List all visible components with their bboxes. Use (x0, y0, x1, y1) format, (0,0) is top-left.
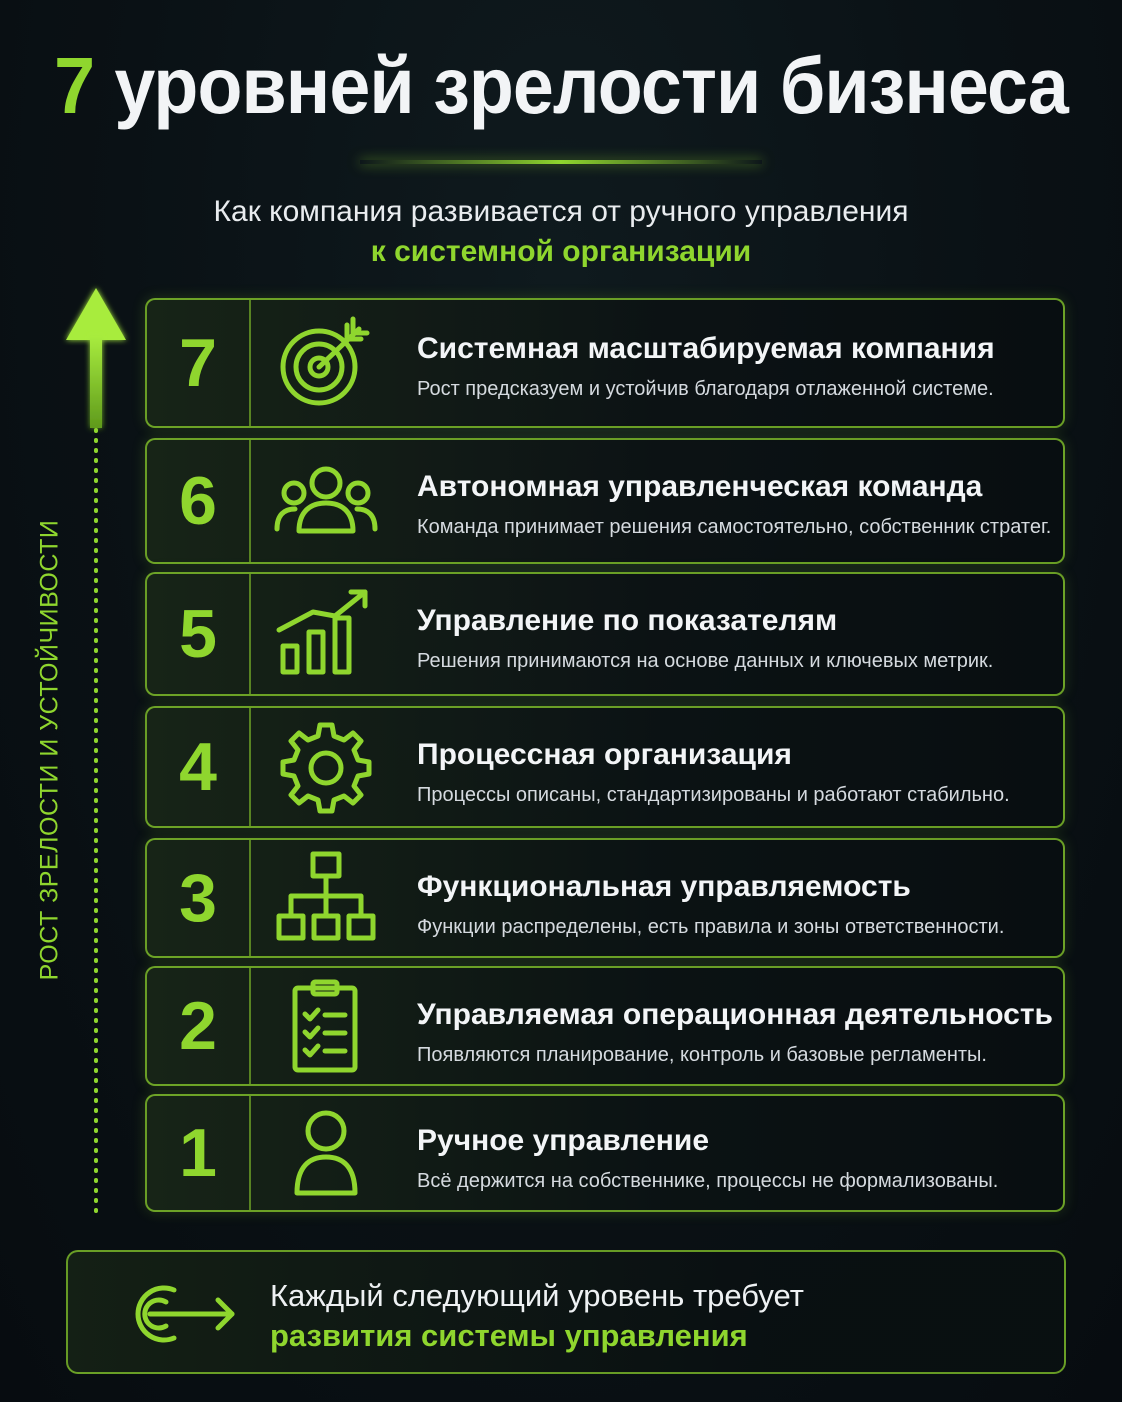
subtitle-line1: Как компания развивается от ручного управления (213, 195, 909, 228)
page-title (45, 38, 1077, 134)
level-number: 1 (147, 1096, 251, 1210)
title-text: уровней зрелости бизнеса (114, 41, 1068, 130)
target-icon (273, 315, 379, 411)
level-description: Рост предсказуем и устойчив благодаря отлаженной системе. (417, 378, 994, 400)
level-number: 3 (147, 840, 251, 956)
level-description: Команда принимает решения самостоятельно, собственник стратег. (417, 516, 1052, 538)
level-title: Управляемая операционная деятельность (417, 998, 1053, 1031)
level-card-2 (145, 966, 1065, 1086)
level-description: Решения принимаются на основе данных и ключевых метрик. (417, 650, 994, 672)
level-description: Появляются планирование, контроль и базовые регламенты. (417, 1044, 987, 1066)
subtitle-line2: к системной организации (370, 235, 752, 268)
level-title: Системная масштабируемая компания (417, 332, 995, 365)
level-description: Процессы описаны, стандартизированы и работают стабильно. (417, 784, 1010, 806)
clipboard-checklist-icon (273, 978, 379, 1074)
level-number: 5 (147, 574, 251, 694)
title-divider (360, 160, 762, 164)
level-card-4 (145, 706, 1065, 828)
level-card-7 (145, 298, 1065, 428)
level-card-3 (145, 838, 1065, 958)
footer-line2: развития системы управления (270, 1318, 748, 1353)
org-structure-icon (273, 850, 379, 946)
level-description: Функции распределены, есть правила и зоны ответственности. (417, 916, 1005, 938)
level-title: Управление по показателям (417, 604, 838, 637)
footer-banner (66, 1250, 1066, 1374)
team-icon (273, 453, 379, 549)
level-title: Автономная управленческая команда (417, 470, 983, 503)
person-icon (273, 1105, 379, 1201)
axis-label: РОСТ ЗРЕЛОСТИ И УСТОЙЧИВОСТИ (35, 519, 64, 981)
level-description: Всё держится на собственнике, процессы не формализованы. (417, 1170, 999, 1192)
level-title: Процессная организация (417, 738, 792, 771)
title-number: 7 (54, 41, 95, 130)
growth-chart-icon (273, 586, 379, 682)
level-title: Ручное управление (417, 1124, 710, 1157)
level-number: 4 (147, 708, 251, 826)
progress-arrow-icon (122, 1276, 242, 1352)
level-card-1 (145, 1094, 1065, 1212)
gear-icon (273, 719, 379, 815)
level-number: 2 (147, 968, 251, 1084)
level-number: 6 (147, 440, 251, 562)
level-number: 7 (147, 300, 251, 426)
level-card-6 (145, 438, 1065, 564)
footer-line1: Каждый следующий уровень требует (270, 1278, 804, 1313)
level-card-5 (145, 572, 1065, 696)
level-title: Функциональная управляемость (417, 870, 911, 903)
growth-arrow-icon (60, 280, 132, 1220)
